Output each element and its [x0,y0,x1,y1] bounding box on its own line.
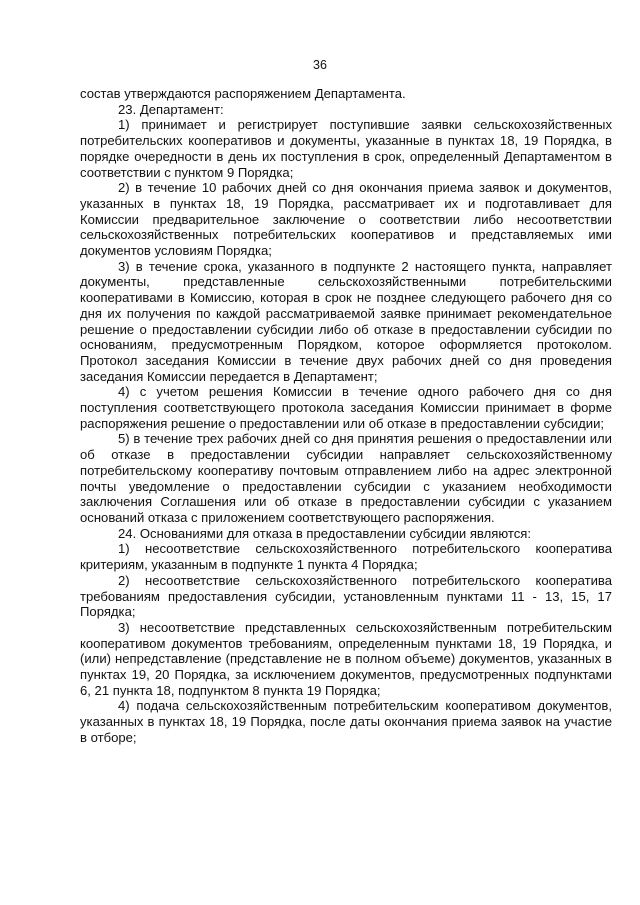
paragraph-section-23: 23. Департамент: [118,101,224,117]
paragraph-23-4: 4) с учетом решения Комиссии в течение одного рабочего дня со дня поступления соответствующего протокола заседания Комиссии принимает в форме распоряжения решение о предоставлении или об отказе в предоставлении субсидии; [80,384,612,431]
paragraph-continuation: состав утверждаются распоряжением Департамента. [80,86,406,101]
paragraph-24-4: 4) подача сельскохозяйственным потребительским кооперативом документов, указанных в пунктах 18, 19 Порядка, после даты окончания приема заявок на участие в отборе; [80,698,612,745]
paragraph-23-2: 2) в течение 10 рабочих дней со дня окончания приема заявок и документов, указанных в пунктах 18, 19 Порядка, рассматривает их и подготавливает для Комиссии предварительное заключение о соответствии либо несоответствии сельскохозяйственных потребительских кооперативов и представляемых ими документов условиям Порядка; [80,180,612,259]
page-number: 36 [313,58,327,72]
paragraph-23-1: 1) принимает и регистрирует поступившие заявки сельскохозяйственных потребительских кооперативов и документы, указанные в пунктах 18, 19 Порядка, в порядке очередности в день их поступления в срок, определенный Департаментом в соответствии с пунктом 9 Порядка; [80,117,612,180]
paragraph-23-3: 3) в течение срока, указанного в подпункте 2 настоящего пункта, направляет документы, представленные сельскохозяйственными потребительскими кооперативами в Комиссию, которая в срок не позднее следующего рабочего дня со дня их получения по каждой рассматриваемой заявке принимает рекомендательное решение о предоставлении субсидии либо об отказе в предоставлении субсидии по основаниям, предусмотренным Порядком, которое оформляется протоколом. Протокол заседания Комиссии в течение двух рабочих дней со дня проведения заседания Комиссии передается в Департамент; [80,258,612,384]
paragraph-23-5: 5) в течение трех рабочих дней со дня принятия решения о предоставлении или об отказе в предоставлении субсидии направляет сельскохозяйственному потребительскому кооперативу почтовым отправлением либо на адрес электронной почты уведомление о предоставлении субсидии с указанием необходимости заключения Соглашения или об отказе в предоставлении субсидии с указанием оснований отказа с приложением соответствующего распоряжения. [80,431,612,525]
paragraph-section-24: 24. Основаниями для отказа в предоставлении субсидии являются: [118,525,531,541]
paragraph-24-2: 2) несоответствие сельскохозяйственного потребительского кооператива требованиям предоставления субсидии, установленным пунктами 11 - 13, 15, 17 Порядка; [80,572,612,620]
paragraph-24-3: 3) несоответствие представленных сельскохозяйственным потребительским кооперативом документов требованиям, определенным пунктами 18, 19 Порядка, и (или) непредставление (представление не в полном объеме) документов, указанных в пунктах 19, 20 Порядка, за исключением документов, предусмотренных подпунктами 6, 21 пункта 18, подпунктом 8 пункта 19 Порядка; [80,619,612,698]
document-body [80,86,612,746]
paragraph-24-1: 1) несоответствие сельскохозяйственного потребительского кооператива критериям, указанным в подпункте 1 пункта 4 Порядка; [80,541,612,573]
